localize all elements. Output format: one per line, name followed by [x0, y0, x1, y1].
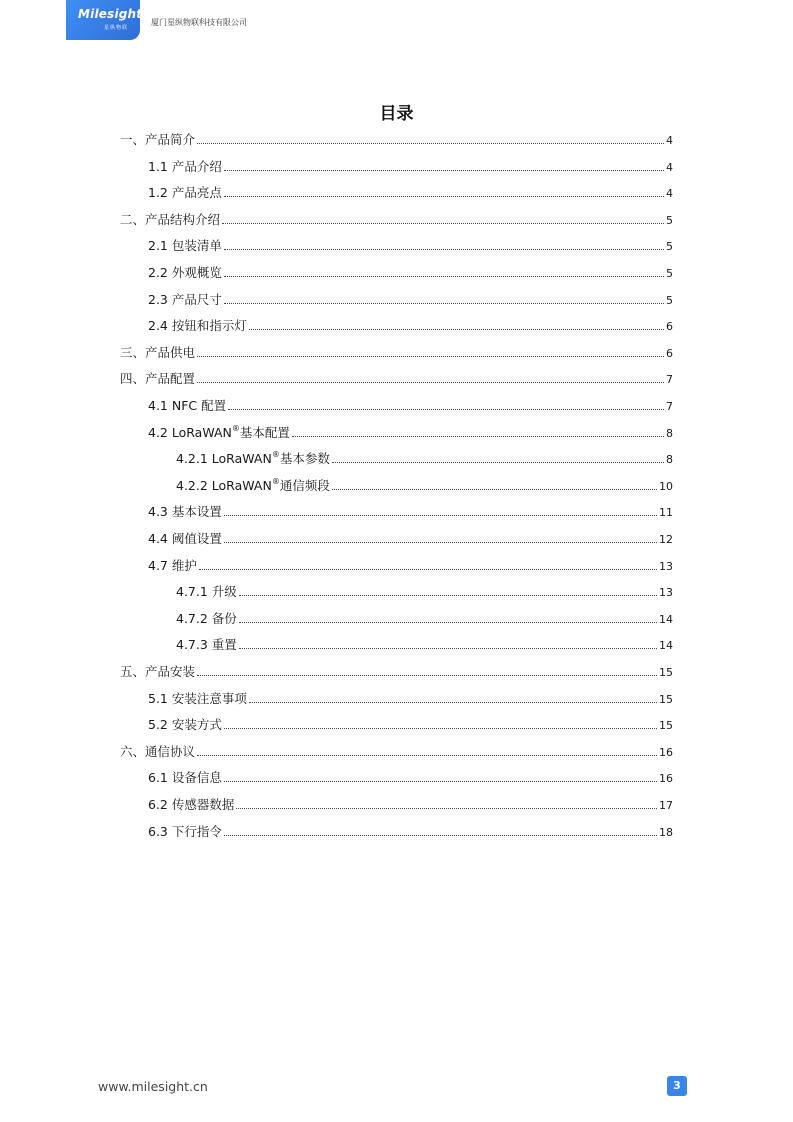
toc-entry-label: 2.4 按钮和指示灯: [148, 318, 247, 333]
toc-entry[interactable]: [148, 184, 673, 202]
toc-entry[interactable]: [148, 769, 673, 787]
toc-entry[interactable]: [148, 796, 673, 814]
toc-entry-page: 14: [659, 613, 673, 626]
toc-leader-dots: [239, 583, 657, 596]
toc-entry[interactable]: [120, 211, 673, 229]
toc-entry-page: 18: [659, 826, 673, 839]
toc-entry[interactable]: [176, 636, 673, 654]
registered-mark: ®: [271, 450, 280, 459]
toc-leader-dots: [239, 610, 657, 623]
toc-entry-label: 4.3 基本设置: [148, 504, 222, 519]
toc-entry-page: 15: [659, 719, 673, 732]
toc-entry-page: 5: [666, 214, 673, 227]
toc-leader-dots: [197, 743, 657, 756]
toc-leader-dots: [228, 397, 664, 410]
toc-entry-label: 4.2.2 LoRaWAN®通信频段: [176, 477, 330, 493]
toc-entry-page: 16: [659, 772, 673, 785]
toc-entry-label: 1.2 产品亮点: [148, 185, 222, 200]
toc-leader-dots: [197, 131, 664, 144]
toc-entry-label: 6.2 传感器数据: [148, 797, 235, 812]
toc-leader-dots: [224, 184, 664, 197]
toc-leader-dots: [332, 477, 657, 490]
company-name: 厦门星纵物联科技有限公司: [151, 18, 247, 27]
toc-entry-page: 15: [659, 693, 673, 706]
toc-entry-label: 5.2 安装方式: [148, 717, 222, 732]
toc-entry-label: 三、产品供电: [120, 345, 196, 360]
toc-entry-page: 7: [666, 400, 673, 413]
toc-entry-label: 2.1 包装清单: [148, 238, 222, 253]
toc-entry-label: 4.1 NFC 配置: [148, 398, 227, 413]
toc-leader-dots: [236, 796, 657, 809]
toc-entry-page: 7: [666, 373, 673, 386]
footer-url[interactable]: www.milesight.cn: [98, 1079, 208, 1094]
toc-leader-dots: [249, 317, 664, 330]
toc-entry-label: 二、产品结构介绍: [120, 212, 221, 227]
toc-entry-label: 4.7.1 升级: [176, 584, 237, 599]
toc-entry[interactable]: [148, 158, 673, 176]
toc-leader-dots: [224, 716, 657, 729]
toc-entry-label: 2.3 产品尺寸: [148, 292, 222, 307]
toc-leader-dots: [239, 636, 657, 649]
toc-entry-page: 12: [659, 533, 673, 546]
toc-entry[interactable]: [120, 370, 673, 388]
toc-entry-label: 5.1 安装注意事项: [148, 691, 247, 706]
toc-entry-page: 8: [666, 453, 673, 466]
toc-leader-dots: [197, 344, 664, 357]
toc-entry-label: 4.4 阈值设置: [148, 531, 222, 546]
logo-text: Milesight: [78, 7, 143, 21]
toc-leader-dots: [224, 503, 657, 516]
toc-entry-page: 8: [666, 427, 673, 440]
toc-entry[interactable]: [148, 291, 673, 309]
toc-entry-label: 4.7.2 备份: [176, 611, 237, 626]
toc-entry-page: 14: [659, 639, 673, 652]
toc-entry-label: 4.7.3 重置: [176, 637, 237, 652]
toc-title: 目录: [379, 104, 414, 124]
toc-leader-dots: [224, 823, 657, 836]
toc-entry-label: 五、产品安装: [120, 664, 196, 679]
toc-entry-page: 15: [659, 666, 673, 679]
toc-entry-page: 5: [666, 240, 673, 253]
toc-entry-label: 1.1 产品介绍: [148, 159, 222, 174]
toc-entry-label: 4.2 LoRaWAN®基本配置: [148, 424, 290, 440]
toc-leader-dots: [332, 450, 664, 463]
toc-leader-dots: [224, 530, 657, 543]
toc-leader-dots: [222, 211, 664, 224]
toc-entry-label: 六、通信协议: [120, 744, 196, 759]
toc-leader-dots: [224, 291, 664, 304]
toc-entry-page: 6: [666, 320, 673, 333]
toc-entry-page: 5: [666, 267, 673, 280]
toc-entry[interactable]: [176, 610, 673, 628]
brand-logo: [66, 0, 143, 40]
registered-mark: ®: [231, 424, 240, 433]
toc-entry-page: 5: [666, 294, 673, 307]
logo-subtext: 星纵物联: [104, 25, 129, 31]
toc-entry-label: 4.7 维护: [148, 558, 197, 573]
toc-entry[interactable]: [148, 557, 673, 575]
toc-leader-dots: [224, 237, 664, 250]
toc-leader-dots: [224, 264, 664, 277]
toc-entry-page: 13: [659, 586, 673, 599]
toc-entry[interactable]: [148, 823, 673, 841]
toc-entry[interactable]: [120, 131, 673, 149]
toc-entry-page: 6: [666, 347, 673, 360]
toc-leader-dots: [199, 557, 657, 570]
toc-entry-page: 4: [666, 134, 673, 147]
toc-entry-label: 6.1 设备信息: [148, 770, 222, 785]
toc-entry[interactable]: [148, 397, 673, 415]
toc-entry[interactable]: [176, 450, 673, 468]
toc-entry[interactable]: [148, 237, 673, 255]
toc-entry-page: 13: [659, 560, 673, 573]
toc-leader-dots: [292, 424, 664, 437]
registered-mark: ®: [271, 477, 280, 486]
toc-leader-dots: [249, 690, 657, 703]
toc-entry[interactable]: [148, 424, 673, 442]
toc-entry[interactable]: [148, 530, 673, 548]
toc-entry-page: 17: [659, 799, 673, 812]
toc-entry-label: 一、产品简介: [120, 132, 196, 147]
toc-entry[interactable]: [120, 743, 673, 761]
toc-entry-page: 4: [666, 187, 673, 200]
toc-entry[interactable]: [176, 477, 673, 495]
toc-entry-label: 6.3 下行指令: [148, 824, 222, 839]
toc-entry-label: 2.2 外观概览: [148, 265, 222, 280]
toc-entry-page: 11: [659, 506, 673, 519]
page-number-badge: 3: [667, 1076, 687, 1096]
toc-entry-page: 16: [659, 746, 673, 759]
toc-entry[interactable]: [148, 503, 673, 521]
toc-entry[interactable]: [120, 663, 673, 681]
toc-leader-dots: [197, 663, 657, 676]
toc-entry[interactable]: [148, 716, 673, 734]
toc-leader-dots: [224, 158, 664, 171]
toc-entry[interactable]: [148, 690, 673, 708]
toc-leader-dots: [197, 370, 664, 383]
toc-entry[interactable]: [148, 317, 673, 335]
toc-leader-dots: [224, 769, 657, 782]
toc-entry-label: 四、产品配置: [120, 371, 196, 386]
toc-entry-label: 4.2.1 LoRaWAN®基本参数: [176, 450, 330, 466]
toc-entry[interactable]: [148, 264, 673, 282]
toc-entry[interactable]: [176, 583, 673, 601]
toc-entry-page: 4: [666, 161, 673, 174]
toc-entry-page: 10: [659, 480, 673, 493]
toc-entry[interactable]: [120, 344, 673, 362]
